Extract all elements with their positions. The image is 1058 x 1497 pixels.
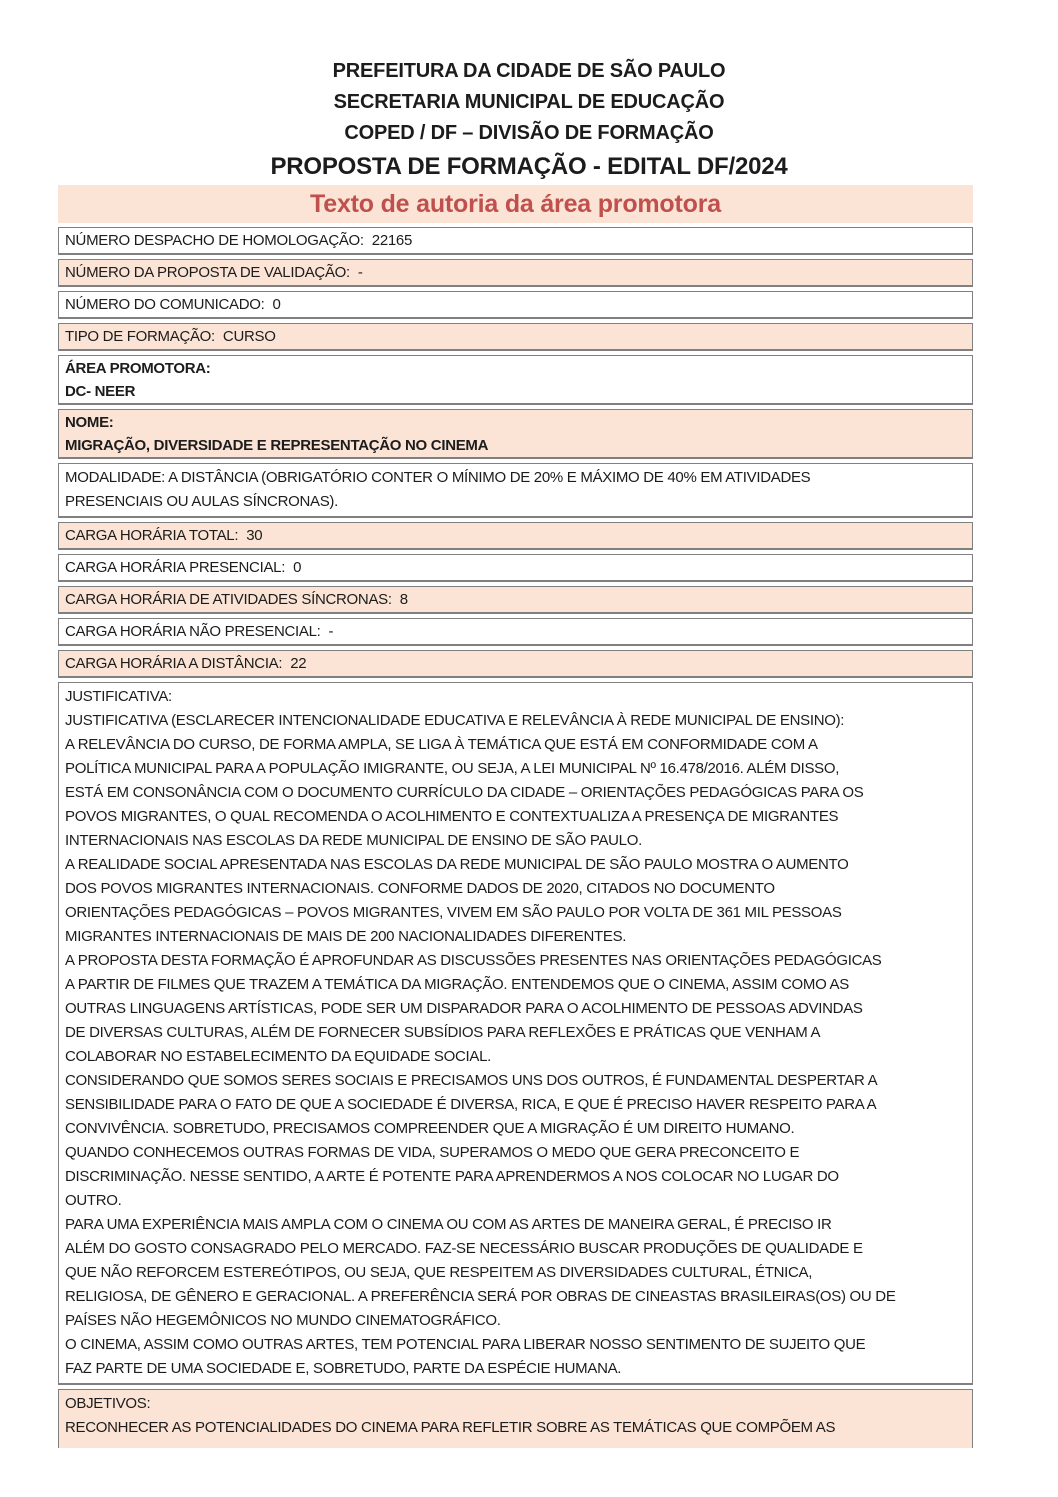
header-line-secretaria: SECRETARIA MUNICIPAL DE EDUCAÇÃO <box>333 91 725 113</box>
field-label: NÚMERO DO COMUNICADO: <box>65 296 265 313</box>
field-value: 22165 <box>371 232 413 249</box>
field-row-tipo-formacao <box>58 323 973 351</box>
field-row-modalidade: MODALIDADE: A DISTÂNCIA (OBRIGATÓRIO CONTER O MÍNIMO DE 20% E MÁXIMO DE 40% EM ATIVIDADES PRESENCIAIS OU AULAS SÍNCRONAS). <box>58 463 973 518</box>
field-row-numero-comunicado <box>58 291 973 319</box>
field-label: CARGA HORÁRIA TOTAL: <box>65 527 239 544</box>
field-label: CARGA HORÁRIA DE ATIVIDADES SÍNCRONAS: <box>65 591 392 608</box>
field-row-numero-despacho-homologacao <box>58 227 973 255</box>
field-row-nome: NOME: MIGRAÇÃO, DIVERSIDADE E REPRESENTAÇÃO NO CINEMA <box>58 409 973 459</box>
field-label: CARGA HORÁRIA PRESENCIAL: <box>65 559 286 576</box>
field-label: NÚMERO DESPACHO DE HOMOLOGAÇÃO: <box>65 232 364 249</box>
field-label: NÚMERO DA PROPOSTA DE VALIDAÇÃO: <box>65 264 350 281</box>
header-line-coped: COPED / DF – DIVISÃO DE FORMAÇÃO <box>344 122 714 144</box>
field-value: 0 <box>293 559 302 576</box>
header-line-prefeitura: PREFEITURA DA CIDADE DE SÃO PAULO <box>332 60 726 82</box>
field-row-justificativa: JUSTIFICATIVA: JUSTIFICATIVA (ESCLARECER INTENCIONALIDADE EDUCATIVA E RELEVÂNCIA À REDE MUNICIPAL DE ENSINO): A RELEVÂNCIA DO CURSO, DE FORMA AMPLA, SE LIGA À TEMÁTICA QUE ESTÁ EM CONFORMIDADE COM A POLÍTICA MUNICIPAL PARA A POPULAÇÃO IMIGRANTE, OU SEJA, A LEI MUNICIPAL Nº 16.478/2016. ALÉM DISSO, ESTÁ EM CONSONÂNCIA COM O DOCUMENTO CURRÍCULO DA CIDADE – ORIENTAÇÕES PEDAGÓGICAS PARA OS POVOS MIGRANTES, O QUAL RECOMENDA O ACOLHIMENTO E CONTEXTUALIZA A PRESENÇA DE MIGRANTES INTERNACIONAIS NAS ESCOLAS DA REDE MUNICIPAL DE ENSINO DE SÃO PAULO. A REALIDADE SOCIAL APRESENTADA NAS ESCOLAS DA REDE MUNICIPAL DE SÃO PAULO MOSTRA O AUMENTO DOS POVOS MIGRANTES INTERNACIONAIS. CONFORME DADOS DE 2020, CITADOS NO DOCUMENTO ORIENTAÇÕES PEDAGÓGICAS – POVOS MIGRANTES, VIVEM EM SÃO PAULO POR VOLTA DE 361 MIL PESSOAS MIGRANTES INTERNACIONAIS DE MAIS DE 200 NACIONALIDADES DIFERENTES. A PROPOSTA DESTA FORMAÇÃO É APROFUNDAR AS DISCUSSÕES PRESENTES NAS ORIENTAÇÕES PEDAGÓGICAS A PARTIR DE FILMES QUE TRAZEM A TEMÁTICA DA MIGRAÇÃO. ENTENDEMOS QUE O CINEMA, ASSIM COMO AS OUTRAS LINGUAGENS ARTÍSTICAS, PODE SER UM DISPARADOR PARA O ACOLHIMENTO DE PESSOAS ADVINDAS DE DIVERSAS CULTURAS, ALÉM DE FORNECER SUBSÍDIOS PARA REFLEXÕES E PRÁTICAS QUE VENHAM A COLABORAR NO ESTABELECIMENTO DA EQUIDADE SOCIAL. CONSIDERANDO QUE SOMOS SERES SOCIAIS E PRECISAMOS UNS DOS OUTROS, É FUNDAMENTAL DESPERTAR A SENSIBILIDADE PARA O FATO DE QUE A SOCIEDADE É DIVERSA, RICA, E QUE É PRECISO HAVER RESPEITO PARA A CONVIVÊNCIA. SOBRETUDO, PRECISAMOS COMPREENDER QUE A MIGRAÇÃO É UM DIREITO HUMANO. QUANDO CONHECEMOS OUTRAS FORMAS DE VIDA, SUPERAMOS O MEDO QUE GERA PRECONCEITO E DISCRIMINAÇÃO. NESSE SENTIDO, A ARTE É POTENTE PARA APRENDERMOS A NOS COLOCAR NO LUGAR DO OUTRO. PARA UMA EXPERIÊNCIA MAIS AMPLA COM O CINEMA OU COM AS ARTES DE MANEIRA GERAL, É PRECISO IR ALÉM DO GOSTO CONSAGRADO PELO MERCADO. FAZ-SE NECESSÁRIO BUSCAR PRODUÇÕES DE QUALIDADE E QUE NÃO REFORCEM ESTEREÓTIPOS, OU SEJA, QUE RESPEITEM AS DIVERSIDADES CULTURAL, ÉTNICA, RELIGIOSA, DE GÊNERO E GERACIONAL. A PREFERÊNCIA SERÁ POR OBRAS DE CINEASTAS BRASILEIRAS(OS) OU DE PAÍSES NÃO HEGEMÔNICOS NO MUNDO CINEMATOGRÁFICO. O CINEMA, ASSIM COMO OUTRAS ARTES, TEM POTENCIAL PARA LIBERAR NOSSO SENTIMENTO DE SUJEITO QUE FAZ PARTE DE UMA SOCIEDADE E, SOBRETUDO, PARTE DA ESPÉCIE HUMANA. <box>58 682 973 1385</box>
field-row-carga-horaria-distancia <box>58 650 973 678</box>
field-row-carga-horaria-sincronas <box>58 586 973 614</box>
field-row-carga-horaria-total <box>58 522 973 550</box>
form-fields <box>58 227 973 1448</box>
field-row-area-promotora: ÁREA PROMOTORA: DC- NEER <box>58 355 973 405</box>
field-value: - <box>357 264 363 281</box>
field-label: TIPO DE FORMAÇÃO: <box>65 328 215 345</box>
field-row-objetivos: OBJETIVOS: RECONHECER AS POTENCIALIDADES DO CINEMA PARA REFLETIR SOBRE AS TEMÁTICAS QUE COMPÕEM AS <box>58 1389 973 1448</box>
document-header <box>0 0 1058 184</box>
field-value: 0 <box>272 296 281 313</box>
field-row-numero-proposta-validacao <box>58 259 973 287</box>
field-value: CURSO <box>222 328 276 345</box>
field-value: 22 <box>290 655 307 672</box>
field-label: CARGA HORÁRIA NÃO PRESENCIAL: <box>65 623 321 640</box>
field-row-carga-horaria-presencial <box>58 554 973 582</box>
field-value: 30 <box>246 527 263 544</box>
field-value: 8 <box>399 591 408 608</box>
banner-texto-autoria: Texto de autoria da área promotora <box>58 185 973 223</box>
header-line-proposta: PROPOSTA DE FORMAÇÃO - EDITAL DF/2024 <box>270 153 788 180</box>
field-value: - <box>328 623 334 640</box>
field-label: CARGA HORÁRIA A DISTÂNCIA: <box>65 655 283 672</box>
field-row-carga-horaria-nao-presencial <box>58 618 973 646</box>
